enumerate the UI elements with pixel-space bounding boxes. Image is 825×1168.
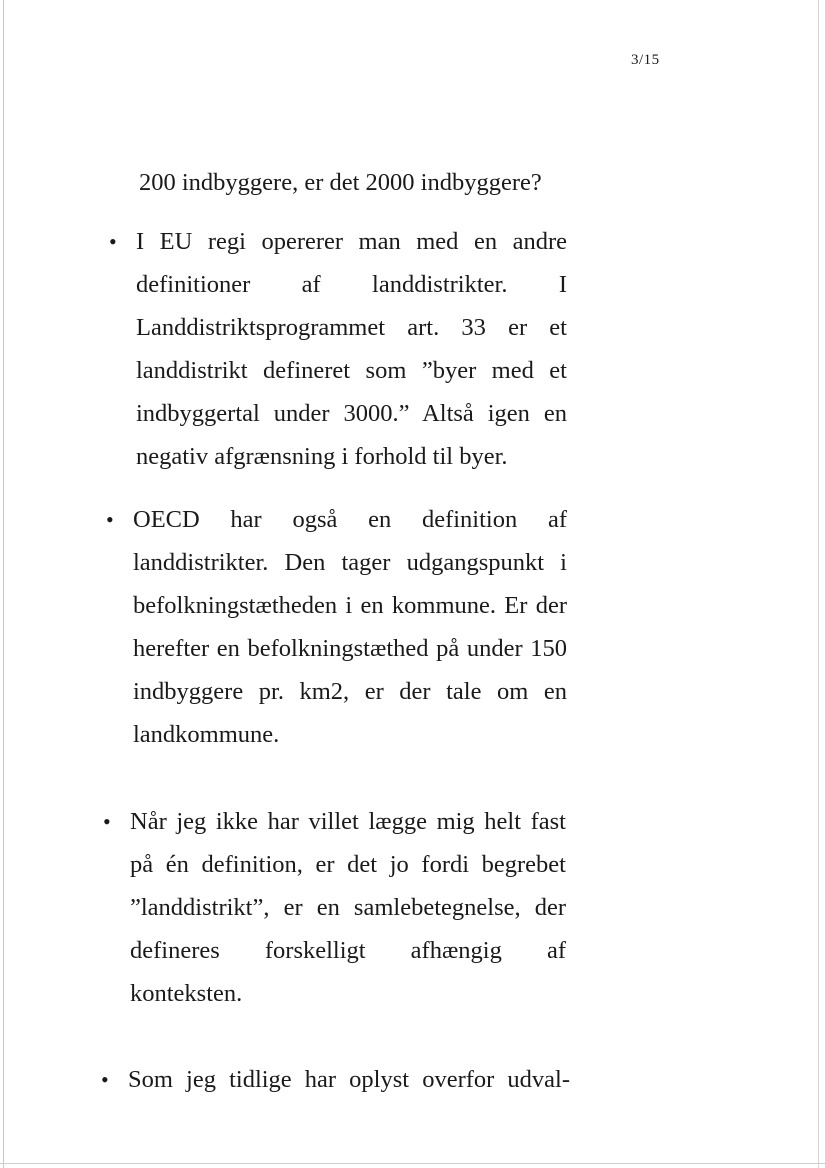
bullet-icon: •: [101, 1067, 109, 1092]
bullet-text: I EU regi opererer man med en andre definitioner af landdistrikter. I Landdistriktsprogrammet art. 33 er et landdistrikt defineret som ”byer med et indbyggertal under 3000.” Altså igen en negativ afgrænsning i forhold til byer.: [136, 228, 567, 470]
page-number: 3/15: [631, 52, 660, 68]
bullet-item: [101, 1058, 570, 1101]
bullet-text: OECD har også en definition af landdistrikter. Den tager udgangspunkt i befolkningstætheden i en kommune. Er der herefter en befolkningstæthed på under 150 indbyggere pr. km2, er der tale om en landkommune.: [133, 506, 567, 748]
scan-bottom-edge: [0, 1163, 825, 1164]
bullet-item: [109, 220, 567, 478]
bullet-item: [106, 498, 567, 756]
bullet-item: [103, 800, 566, 1015]
bullet-icon: •: [109, 229, 117, 254]
bullet-text: Når jeg ikke har villet lægge mig helt fast på én definition, er det jo fordi begrebet ”landdistrikt”, er en samlebetegnelse, der defineres forskelligt afhængig af konteksten.: [130, 808, 566, 1007]
scan-left-edge: [3, 0, 4, 1168]
scan-right-edge: [818, 0, 819, 1168]
bullet-icon: •: [103, 809, 111, 834]
continued-paragraph: 200 indbyggere, er det 2000 indbyggere?: [139, 169, 542, 196]
bullet-text: Som jeg tidlige har oplyst overfor udval-: [128, 1066, 570, 1093]
bullet-icon: •: [106, 507, 114, 532]
